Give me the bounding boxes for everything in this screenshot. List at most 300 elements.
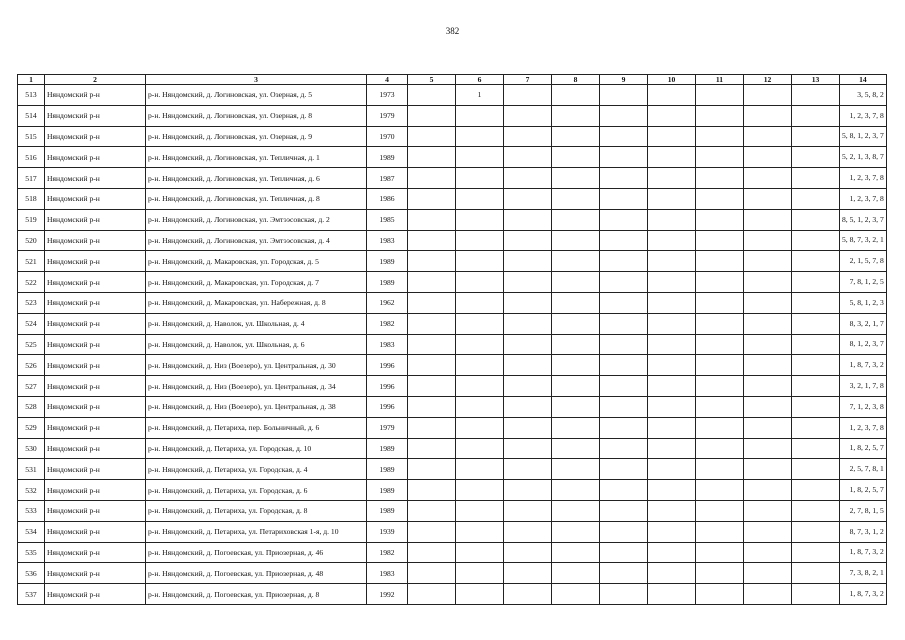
col14-cell: 5, 8, 1, 2, 3: [840, 292, 887, 313]
row-number-cell: 534: [18, 521, 45, 542]
col11-cell: [696, 313, 744, 334]
col11-cell: [696, 584, 744, 605]
col6-cell: [456, 147, 504, 168]
col11-cell: [696, 251, 744, 272]
col5-cell: [408, 209, 456, 230]
row-number-cell: 533: [18, 500, 45, 521]
row-number-cell: 521: [18, 251, 45, 272]
district-cell: Няндомский р-н: [45, 563, 146, 584]
col10-cell: [648, 500, 696, 521]
col6-cell: [456, 313, 504, 334]
col7-cell: [504, 480, 552, 501]
col10-cell: [648, 147, 696, 168]
col6-cell: [456, 126, 504, 147]
col11-cell: [696, 105, 744, 126]
district-cell: Няндомский р-н: [45, 417, 146, 438]
col9-cell: [600, 292, 648, 313]
col8-cell: [552, 417, 600, 438]
col6-cell: [456, 584, 504, 605]
district-cell: Няндомский р-н: [45, 230, 146, 251]
col9-cell: [600, 105, 648, 126]
col7-cell: [504, 272, 552, 293]
col7-cell: [504, 126, 552, 147]
col6-cell: [456, 188, 504, 209]
col11-cell: [696, 85, 744, 106]
col12-cell: [744, 376, 792, 397]
col10-cell: [648, 230, 696, 251]
address-cell: р-н. Няндомский, д. Петариха, ул. Городская, д. 4: [146, 459, 367, 480]
col10-cell: [648, 272, 696, 293]
address-cell: р-н. Няндомский, д. Логиновская, ул. Тепличная, д. 1: [146, 147, 367, 168]
col14-cell: 1, 8, 2, 5, 7: [840, 480, 887, 501]
col12-cell: [744, 563, 792, 584]
col5-cell: [408, 376, 456, 397]
col11-cell: [696, 334, 744, 355]
address-cell: р-н. Няндомский, д. Петариха, ул. Городская, д. 6: [146, 480, 367, 501]
col10-cell: [648, 542, 696, 563]
col10-cell: [648, 126, 696, 147]
address-cell: р-н. Няндомский, д. Логиновская, ул. Озерная, д. 5: [146, 85, 367, 106]
district-cell: Няндомский р-н: [45, 272, 146, 293]
col5-cell: [408, 313, 456, 334]
col12-cell: [744, 500, 792, 521]
col8-cell: [552, 188, 600, 209]
col12-cell: [744, 313, 792, 334]
district-cell: Няндомский р-н: [45, 209, 146, 230]
year-cell: 1989: [367, 147, 408, 168]
col14-cell: 8, 5, 1, 2, 3, 7: [840, 209, 887, 230]
table-row: [18, 521, 887, 542]
col14-cell: 1, 8, 7, 3, 2: [840, 355, 887, 376]
table-row: [18, 230, 887, 251]
col6-cell: [456, 417, 504, 438]
col12-cell: [744, 480, 792, 501]
col9-cell: [600, 147, 648, 168]
col14-cell: 8, 3, 2, 1, 7: [840, 313, 887, 334]
col12-cell: [744, 396, 792, 417]
year-cell: 1982: [367, 313, 408, 334]
col9-cell: [600, 563, 648, 584]
col10-cell: [648, 480, 696, 501]
year-cell: 1973: [367, 85, 408, 106]
year-cell: 1939: [367, 521, 408, 542]
row-number-cell: 537: [18, 584, 45, 605]
table-row: [18, 105, 887, 126]
address-cell: р-н. Няндомский, д. Низ (Воезеро), ул. Центральная, д. 34: [146, 376, 367, 397]
col5-cell: [408, 147, 456, 168]
col9-cell: [600, 584, 648, 605]
district-cell: Няндомский р-н: [45, 188, 146, 209]
col14-cell: 7, 1, 2, 3, 8: [840, 396, 887, 417]
col6-cell: [456, 521, 504, 542]
col13-cell: [792, 334, 840, 355]
col14-cell: 1, 8, 7, 3, 2: [840, 542, 887, 563]
district-cell: Няндомский р-н: [45, 542, 146, 563]
col13-cell: [792, 500, 840, 521]
column-header: 13: [792, 75, 840, 85]
col14-cell: 3, 5, 8, 2: [840, 85, 887, 106]
col14-cell: 1, 2, 3, 7, 8: [840, 105, 887, 126]
col12-cell: [744, 459, 792, 480]
row-number-cell: 526: [18, 355, 45, 376]
col11-cell: [696, 459, 744, 480]
col7-cell: [504, 251, 552, 272]
year-cell: 1989: [367, 272, 408, 293]
col11-cell: [696, 376, 744, 397]
year-cell: 1979: [367, 417, 408, 438]
row-number-cell: 518: [18, 188, 45, 209]
table-row: [18, 251, 887, 272]
address-cell: р-н. Няндомский, д. Наволок, ул. Школьная, д. 4: [146, 313, 367, 334]
col8-cell: [552, 396, 600, 417]
address-cell: р-н. Няндомский, д. Логиновская, ул. Озерная, д. 8: [146, 105, 367, 126]
col13-cell: [792, 313, 840, 334]
address-cell: р-н. Няндомский, д. Макаровская, ул. Городская, д. 5: [146, 251, 367, 272]
col6-cell: [456, 563, 504, 584]
col8-cell: [552, 313, 600, 334]
table-row: [18, 417, 887, 438]
col11-cell: [696, 355, 744, 376]
col14-cell: 1, 8, 2, 5, 7: [840, 438, 887, 459]
col6-cell: [456, 542, 504, 563]
col11-cell: [696, 292, 744, 313]
col7-cell: [504, 147, 552, 168]
row-number-cell: 524: [18, 313, 45, 334]
col13-cell: [792, 459, 840, 480]
year-cell: 1996: [367, 376, 408, 397]
column-header: 14: [840, 75, 887, 85]
district-cell: Няндомский р-н: [45, 292, 146, 313]
table-row: [18, 334, 887, 355]
col10-cell: [648, 292, 696, 313]
year-cell: 1987: [367, 168, 408, 189]
col10-cell: [648, 438, 696, 459]
col12-cell: [744, 188, 792, 209]
row-number-cell: 532: [18, 480, 45, 501]
col12-cell: [744, 542, 792, 563]
col8-cell: [552, 376, 600, 397]
district-cell: Няндомский р-н: [45, 251, 146, 272]
table-row: [18, 542, 887, 563]
col11-cell: [696, 438, 744, 459]
col6-cell: [456, 480, 504, 501]
column-header: 6: [456, 75, 504, 85]
col14-cell: 7, 3, 8, 2, 1: [840, 563, 887, 584]
col9-cell: [600, 230, 648, 251]
col11-cell: [696, 563, 744, 584]
col12-cell: [744, 438, 792, 459]
col6-cell: [456, 459, 504, 480]
col10-cell: [648, 168, 696, 189]
col10-cell: [648, 209, 696, 230]
col8-cell: [552, 147, 600, 168]
col10-cell: [648, 188, 696, 209]
col7-cell: [504, 584, 552, 605]
col11-cell: [696, 209, 744, 230]
col8-cell: [552, 355, 600, 376]
col6-cell: [456, 376, 504, 397]
col9-cell: [600, 521, 648, 542]
col13-cell: [792, 230, 840, 251]
col9-cell: [600, 376, 648, 397]
table-row: [18, 376, 887, 397]
col6-cell: [456, 292, 504, 313]
address-cell: р-н. Няндомский, д. Погоевская, ул. Приозерная, д. 8: [146, 584, 367, 605]
col9-cell: [600, 168, 648, 189]
col8-cell: [552, 230, 600, 251]
col9-cell: [600, 542, 648, 563]
table-row: [18, 500, 887, 521]
address-cell: р-н. Няндомский, д. Погоевская, ул. Приозерная, д. 48: [146, 563, 367, 584]
row-number-cell: 528: [18, 396, 45, 417]
col11-cell: [696, 480, 744, 501]
col10-cell: [648, 417, 696, 438]
col10-cell: [648, 584, 696, 605]
col6-cell: [456, 230, 504, 251]
col5-cell: [408, 126, 456, 147]
col13-cell: [792, 105, 840, 126]
address-cell: р-н. Няндомский, д. Логиновская, ул. Тепличная, д. 8: [146, 188, 367, 209]
col14-cell: 5, 8, 1, 2, 3, 7: [840, 126, 887, 147]
table-row: [18, 85, 887, 106]
address-cell: р-н. Няндомский, д. Низ (Воезеро), ул. Центральная, д. 30: [146, 355, 367, 376]
col7-cell: [504, 542, 552, 563]
col7-cell: [504, 209, 552, 230]
col5-cell: [408, 563, 456, 584]
table-row: [18, 147, 887, 168]
column-header: 5: [408, 75, 456, 85]
col13-cell: [792, 521, 840, 542]
col13-cell: [792, 251, 840, 272]
col11-cell: [696, 521, 744, 542]
col6-cell: 1: [456, 85, 504, 106]
col9-cell: [600, 355, 648, 376]
column-header: 7: [504, 75, 552, 85]
table-row: [18, 459, 887, 480]
col5-cell: [408, 355, 456, 376]
col12-cell: [744, 292, 792, 313]
year-cell: 1989: [367, 480, 408, 501]
col8-cell: [552, 500, 600, 521]
year-cell: 1996: [367, 396, 408, 417]
col8-cell: [552, 168, 600, 189]
district-cell: Няндомский р-н: [45, 313, 146, 334]
col12-cell: [744, 147, 792, 168]
col5-cell: [408, 168, 456, 189]
table-row: [18, 292, 887, 313]
col8-cell: [552, 251, 600, 272]
district-cell: Няндомский р-н: [45, 85, 146, 106]
col7-cell: [504, 521, 552, 542]
column-header: 10: [648, 75, 696, 85]
table-row: [18, 355, 887, 376]
col13-cell: [792, 480, 840, 501]
col14-cell: 8, 1, 2, 3, 7: [840, 334, 887, 355]
address-cell: р-н. Няндомский, д. Логиновская, ул. Эмтээсовская, д. 4: [146, 230, 367, 251]
col5-cell: [408, 85, 456, 106]
col12-cell: [744, 355, 792, 376]
year-cell: 1979: [367, 105, 408, 126]
col7-cell: [504, 396, 552, 417]
address-cell: р-н. Няндомский, д. Макаровская, ул. Набережная, д. 8: [146, 292, 367, 313]
column-header: 11: [696, 75, 744, 85]
col12-cell: [744, 251, 792, 272]
address-cell: р-н. Няндомский, д. Низ (Воезеро), ул. Центральная, д. 38: [146, 396, 367, 417]
col6-cell: [456, 168, 504, 189]
column-header: 1: [18, 75, 45, 85]
col11-cell: [696, 147, 744, 168]
col7-cell: [504, 313, 552, 334]
address-cell: р-н. Няндомский, д. Петариха, ул. Петариховская 1-я, д. 10: [146, 521, 367, 542]
col5-cell: [408, 334, 456, 355]
col14-cell: 2, 1, 5, 7, 8: [840, 251, 887, 272]
row-number-cell: 531: [18, 459, 45, 480]
address-cell: р-н. Няндомский, д. Погоевская, ул. Приозерная, д. 46: [146, 542, 367, 563]
column-header: 9: [600, 75, 648, 85]
col10-cell: [648, 251, 696, 272]
col13-cell: [792, 168, 840, 189]
col6-cell: [456, 355, 504, 376]
row-number-cell: 525: [18, 334, 45, 355]
col14-cell: 5, 8, 7, 3, 2, 1: [840, 230, 887, 251]
row-number-cell: 535: [18, 542, 45, 563]
col7-cell: [504, 459, 552, 480]
row-number-cell: 516: [18, 147, 45, 168]
address-cell: р-н. Няндомский, д. Петариха, ул. Городская, д. 10: [146, 438, 367, 459]
col9-cell: [600, 459, 648, 480]
col5-cell: [408, 251, 456, 272]
col7-cell: [504, 85, 552, 106]
col12-cell: [744, 230, 792, 251]
col9-cell: [600, 334, 648, 355]
year-cell: 1989: [367, 438, 408, 459]
district-cell: Няндомский р-н: [45, 334, 146, 355]
row-number-cell: 513: [18, 85, 45, 106]
col6-cell: [456, 105, 504, 126]
col10-cell: [648, 313, 696, 334]
col5-cell: [408, 292, 456, 313]
col14-cell: 7, 8, 1, 2, 5: [840, 272, 887, 293]
year-cell: 1983: [367, 334, 408, 355]
col9-cell: [600, 313, 648, 334]
year-cell: 1983: [367, 230, 408, 251]
col13-cell: [792, 272, 840, 293]
district-cell: Няндомский р-н: [45, 584, 146, 605]
col5-cell: [408, 272, 456, 293]
col13-cell: [792, 438, 840, 459]
table-row: [18, 438, 887, 459]
col5-cell: [408, 438, 456, 459]
col13-cell: [792, 355, 840, 376]
col5-cell: [408, 521, 456, 542]
col8-cell: [552, 105, 600, 126]
col7-cell: [504, 563, 552, 584]
address-cell: р-н. Няндомский, д. Наволок, ул. Школьная, д. 6: [146, 334, 367, 355]
column-header: 3: [146, 75, 367, 85]
row-number-cell: 519: [18, 209, 45, 230]
col5-cell: [408, 542, 456, 563]
col7-cell: [504, 417, 552, 438]
year-cell: 1989: [367, 500, 408, 521]
col13-cell: [792, 126, 840, 147]
col9-cell: [600, 396, 648, 417]
col7-cell: [504, 292, 552, 313]
col5-cell: [408, 105, 456, 126]
address-cell: р-н. Няндомский, д. Макаровская, ул. Городская, д. 7: [146, 272, 367, 293]
col8-cell: [552, 563, 600, 584]
col9-cell: [600, 438, 648, 459]
col10-cell: [648, 85, 696, 106]
col13-cell: [792, 417, 840, 438]
row-number-cell: 515: [18, 126, 45, 147]
district-cell: Няндомский р-н: [45, 459, 146, 480]
year-cell: 1989: [367, 251, 408, 272]
col5-cell: [408, 500, 456, 521]
col14-cell: 3, 2, 1, 7, 8: [840, 376, 887, 397]
col12-cell: [744, 85, 792, 106]
col9-cell: [600, 500, 648, 521]
col14-cell: 5, 2, 1, 3, 8, 7: [840, 147, 887, 168]
col9-cell: [600, 417, 648, 438]
col6-cell: [456, 272, 504, 293]
col8-cell: [552, 334, 600, 355]
col8-cell: [552, 209, 600, 230]
district-cell: Няндомский р-н: [45, 376, 146, 397]
col10-cell: [648, 459, 696, 480]
col12-cell: [744, 105, 792, 126]
col5-cell: [408, 459, 456, 480]
col7-cell: [504, 500, 552, 521]
col11-cell: [696, 500, 744, 521]
col5-cell: [408, 396, 456, 417]
col10-cell: [648, 334, 696, 355]
district-cell: Няндомский р-н: [45, 396, 146, 417]
district-cell: Няндомский р-н: [45, 521, 146, 542]
address-cell: р-н. Няндомский, д. Логиновская, ул. Озерная, д. 9: [146, 126, 367, 147]
col13-cell: [792, 85, 840, 106]
col9-cell: [600, 272, 648, 293]
year-cell: 1992: [367, 584, 408, 605]
col13-cell: [792, 292, 840, 313]
table-body: [18, 85, 887, 605]
address-cell: р-н. Няндомский, д. Петариха, пер. Больничный, д. 6: [146, 417, 367, 438]
col11-cell: [696, 396, 744, 417]
col8-cell: [552, 292, 600, 313]
row-number-cell: 514: [18, 105, 45, 126]
year-cell: 1996: [367, 355, 408, 376]
col6-cell: [456, 251, 504, 272]
col14-cell: 1, 2, 3, 7, 8: [840, 168, 887, 189]
table-row: [18, 313, 887, 334]
col11-cell: [696, 542, 744, 563]
col13-cell: [792, 563, 840, 584]
col8-cell: [552, 85, 600, 106]
col10-cell: [648, 355, 696, 376]
col14-cell: 2, 5, 7, 8, 1: [840, 459, 887, 480]
col9-cell: [600, 85, 648, 106]
col10-cell: [648, 376, 696, 397]
col9-cell: [600, 480, 648, 501]
table-row: [18, 272, 887, 293]
col10-cell: [648, 563, 696, 584]
col12-cell: [744, 272, 792, 293]
col5-cell: [408, 584, 456, 605]
col8-cell: [552, 480, 600, 501]
col7-cell: [504, 334, 552, 355]
col6-cell: [456, 396, 504, 417]
district-cell: Няндомский р-н: [45, 355, 146, 376]
row-number-cell: 520: [18, 230, 45, 251]
